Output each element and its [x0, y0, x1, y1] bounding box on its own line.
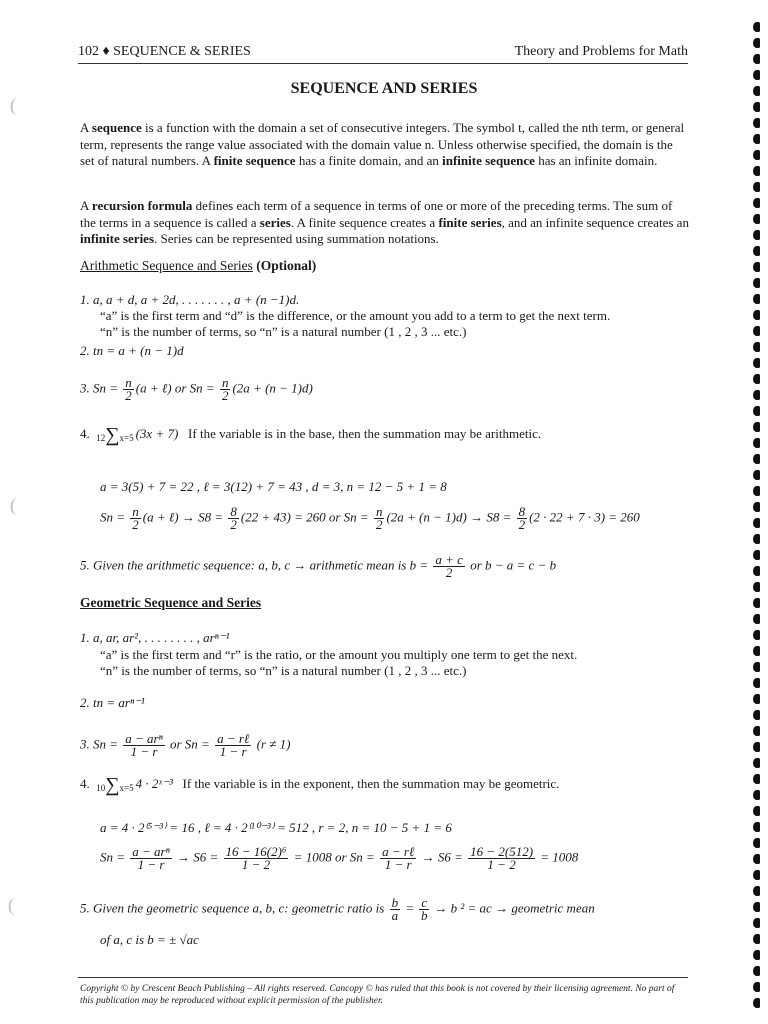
binding-hole: [753, 326, 760, 336]
header-right: Theory and Problems for Math: [514, 44, 688, 59]
header-left: 102 ♦ SEQUENCE & SERIES: [78, 44, 251, 59]
geom-item-4: 4. 10∑x=5 4 · 2ˣ⁻³ If the variable is in the exponent, then the summation may be geometric.: [80, 774, 560, 796]
geom-item-1-line-3: “n” is the number of terms, so “n” is a natural number (1 , 2 , 3 ... etc.): [100, 663, 467, 678]
binding-hole: [753, 150, 760, 160]
binding-hole: [753, 214, 760, 224]
binding-hole: [753, 966, 760, 976]
binding-hole: [753, 582, 760, 592]
binding-hole: [753, 390, 760, 400]
binding-hole: [753, 166, 760, 176]
binding-hole: [753, 742, 760, 752]
page-title: SEQUENCE AND SERIES: [290, 80, 478, 97]
arith-item-4-sums: Sn = $\frac{n}{2}$ (a + ℓ) → S8 = $\frac{8}{2}$ (22 + 43) = 260 or Sn = $\frac{n}{2}$ (2a + (n − 1)d) → S8 = $\frac{8}{2}$ (2 · 22 + 7 · 3) = 260: [100, 504, 640, 532]
footer-rule: [78, 977, 688, 978]
binding-hole: [753, 182, 760, 192]
geom-item-4-sums: Sn = $\frac{\text{a − arⁿ}}{1 - r}$ → S6 = $\frac{\text{16 − 16(2)⁶}}{1 - 2}$ = 1008 or Sn = $\frac{\text{a − rℓ}}{1 - r}$ → S6 = $\frac{16 - 2(512)}{1 - 2}$ = 1008: [100, 844, 579, 872]
binding-hole: [753, 342, 760, 352]
binding-hole: [753, 262, 760, 272]
arith-item-3: 3. Sn = $\frac{n}{2}$ (a + ℓ) or Sn = $\frac{n}{2}$ (2a + (n − 1)d): [80, 375, 313, 403]
geom-item-1-line-2: “a” is the first term and “r” is the ratio, or the amount you multiply one term to get the next.: [100, 647, 578, 662]
binding-hole: [753, 566, 760, 576]
binding-hole: [753, 230, 760, 240]
binding-hole: [753, 774, 760, 784]
geometric-heading: Geometric Sequence and Series: [80, 595, 262, 610]
binding-hole: [753, 902, 760, 912]
arith-item-4-calc: a = 3(5) + 7 = 22 , ℓ = 3(12) + 7 = 43 , d = 3, n = 12 − 5 + 1 = 8: [100, 479, 447, 494]
binding-hole: [753, 678, 760, 688]
binding-hole: [753, 502, 760, 512]
binding-hole: [753, 534, 760, 544]
binding-hole: [753, 950, 760, 960]
binding-hole: [753, 614, 760, 624]
binding-hole: [753, 118, 760, 128]
binding-hole: [753, 406, 760, 416]
arith-item-2: 2. tn = a + (n − 1)d: [80, 343, 184, 358]
binding-hole: [753, 70, 760, 80]
binding-hole: [753, 86, 760, 96]
footer-copyright: Copyright © by Crescent Beach Publishing – All rights reserved. Cancopy © has ruled that this book is not covered by their licensing agreement. No part of this publication may be reproduced without explicit permission of the publisher.: [80, 984, 675, 1006]
binding-hole: [753, 454, 760, 464]
binding-hole: [753, 998, 760, 1008]
binding-hole: [753, 102, 760, 112]
binding-hole: [753, 806, 760, 816]
binding-hole: [753, 246, 760, 256]
binding-holes: [748, 14, 760, 1014]
arith-item-4: 4. 12∑x=5 (3x + 7) If the variable is in the base, then the summation may be arithmetic.: [80, 424, 542, 446]
binding-hole: [753, 918, 760, 928]
intro-paragraph-2: A recursion formula defines each term of a sequence in terms of one or more of the preceding terms. The sum of the terms in a sequence is called a series. A finite sequence creates a finite series, and an infinite sequence creates an infinite series. Series can be represented using summation notations.: [80, 198, 689, 246]
scan-mark: (: [8, 895, 14, 915]
binding-hole: [753, 518, 760, 528]
arith-item-1: 1. a, a + d, a + 2d, . . . . . . . , a + (n −1)d.: [80, 292, 300, 307]
geom-item-3: 3. Sn = $\frac{\text{a − arⁿ}}{1 - r}$ or Sn = $\frac{\text{a − rℓ}}{1 - r}$ (r ≠ 1): [80, 731, 291, 759]
binding-hole: [753, 726, 760, 736]
binding-hole: [753, 358, 760, 368]
binding-hole: [753, 310, 760, 320]
arith-item-1-line-3: “n” is the number of terms, so “n” is a natural number (1 , 2 , 3 ... etc.): [100, 324, 467, 339]
binding-hole: [753, 54, 760, 64]
binding-hole: [753, 278, 760, 288]
scan-mark: (: [10, 495, 16, 515]
binding-hole: [753, 198, 760, 208]
binding-hole: [753, 630, 760, 640]
arithmetic-heading: Arithmetic Sequence and Series (Optional): [80, 258, 317, 273]
intro-paragraph-1: A sequence is a function with the domain a set of consecutive integers. The symbol t, called the nth term, or general term, represents the range value associated with the domain value n. Unless otherwise specified, the domain is the set of natural numbers. A finite sequence has a finite domain, and an infinite sequence has an infinite domain.: [80, 120, 685, 168]
binding-hole: [753, 982, 760, 992]
binding-hole: [753, 854, 760, 864]
binding-hole: [753, 598, 760, 608]
sigma-symbol: 10∑x=5: [96, 774, 134, 796]
geom-item-5-line-2: of a, c is b = ± √ac: [100, 932, 199, 947]
binding-hole: [753, 438, 760, 448]
binding-hole: [753, 694, 760, 704]
binding-hole: [753, 886, 760, 896]
binding-hole: [753, 934, 760, 944]
binding-hole: [753, 838, 760, 848]
binding-hole: [753, 758, 760, 768]
binding-hole: [753, 790, 760, 800]
arith-item-5: 5. Given the arithmetic sequence: a, b, c → arithmetic mean is b = $\frac{a + c}{2}$ or b − a = c − b: [80, 552, 557, 580]
geom-item-4-calc: a = 4 · 2⁽⁵⁻³⁾ = 16 , ℓ = 4 · 2⁽¹⁰⁻³⁾ = 512 , r = 2, n = 10 − 5 + 1 = 6: [100, 820, 452, 835]
geom-item-2: 2. tn = arⁿ⁻¹: [80, 695, 145, 710]
binding-hole: [753, 550, 760, 560]
binding-hole: [753, 662, 760, 672]
binding-hole: [753, 486, 760, 496]
binding-hole: [753, 422, 760, 432]
binding-hole: [753, 870, 760, 880]
binding-hole: [753, 710, 760, 720]
binding-hole: [753, 294, 760, 304]
sigma-symbol: 12∑x=5: [96, 424, 134, 446]
geom-item-5: 5. Given the geometric sequence a, b, c: geometric ratio is $\frac{b}{a}$ = $\frac{c}{b}$ → b ² = ac → geometric mean: [80, 895, 595, 923]
scan-mark: (: [10, 95, 16, 115]
binding-hole: [753, 22, 760, 32]
binding-hole: [753, 646, 760, 656]
binding-hole: [753, 374, 760, 384]
binding-hole: [753, 134, 760, 144]
binding-hole: [753, 38, 760, 48]
binding-hole: [753, 822, 760, 832]
header-rule: [78, 63, 688, 64]
binding-hole: [753, 470, 760, 480]
geom-item-1: 1. a, ar, ar², . . . . . . . . , arⁿ⁻¹: [80, 630, 230, 645]
arith-item-1-line-2: “a” is the first term and “d” is the difference, or the amount you add to a term to get the next term.: [100, 308, 611, 323]
